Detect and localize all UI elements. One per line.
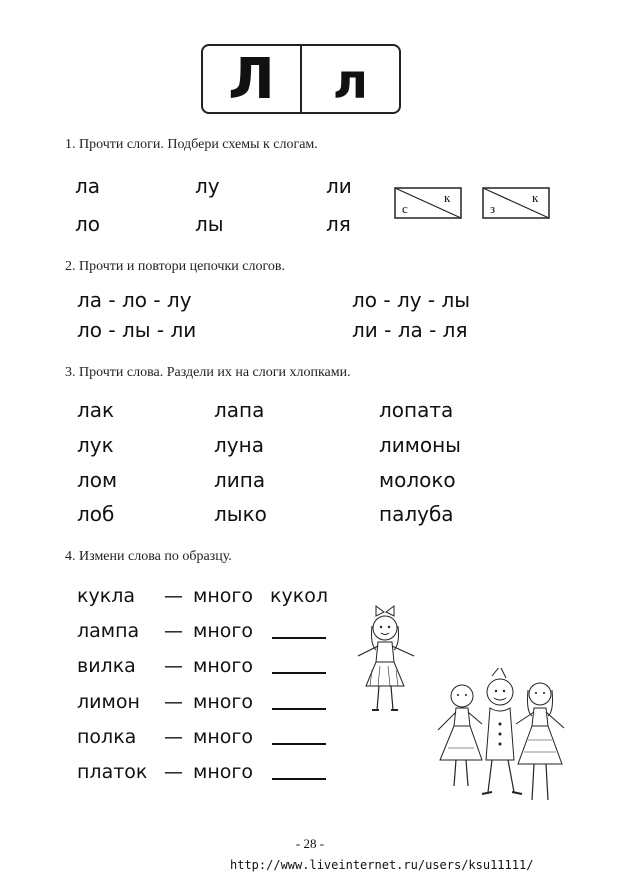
dash: — (164, 655, 183, 677)
dash: — (164, 691, 183, 713)
exercise-word: лампа (77, 620, 140, 642)
many-word: много (193, 585, 253, 607)
dash: — (164, 726, 183, 748)
scheme-right-letter: к (532, 190, 539, 205)
watermark-url: http://www.liveinternet.ru/users/ksu11111/ (230, 858, 534, 872)
syllable-chain: ло - лы - ли (77, 318, 197, 342)
example-answer: кукол (270, 585, 328, 607)
word: лом (77, 468, 118, 492)
answer-blank[interactable] (272, 637, 326, 639)
word: лапа (214, 398, 265, 422)
many-word: много (193, 620, 253, 642)
word: лак (77, 398, 115, 422)
syllable: лу (195, 174, 220, 198)
many-word: много (193, 761, 253, 783)
word: палуба (379, 502, 454, 526)
word: лук (77, 433, 114, 457)
syllable-chain: ло - лу - лы (352, 288, 471, 312)
syllable-chain: ла - ло - лу (77, 288, 192, 312)
syllable: ла (75, 174, 101, 198)
many-word: много (193, 691, 253, 713)
dash: — (164, 620, 183, 642)
many-word: много (193, 655, 253, 677)
word: лыко (214, 502, 267, 526)
page-number: - 28 - (295, 836, 325, 851)
syllable: ло (75, 212, 101, 236)
dash: — (164, 761, 183, 783)
answer-blank[interactable] (272, 743, 326, 745)
scheme-left-letter: з (490, 201, 496, 216)
answer-blank[interactable] (272, 708, 326, 710)
scheme-left-letter: с (402, 201, 408, 216)
dash: — (164, 585, 183, 607)
letter-card (201, 44, 401, 114)
task3-title: 3. Прочти слова. Раздели их на слоги хлопками. (65, 365, 351, 380)
letter-lower: л (332, 54, 369, 110)
word: лопата (379, 398, 454, 422)
exercise-word: полка (77, 726, 137, 748)
syllable-chain: ли - ла - ля (352, 318, 468, 342)
word: луна (214, 433, 264, 457)
answer-blank[interactable] (272, 778, 326, 780)
scheme-right-letter: к (444, 190, 451, 205)
dolls-group-illustration (430, 668, 570, 810)
syllable: ли (326, 174, 352, 198)
word: лимоны (379, 433, 461, 457)
syllable-scheme (482, 187, 550, 219)
exercise-word: лимон (77, 691, 140, 713)
task1-title: 1. Прочти слоги. Подбери схемы к слогам. (65, 137, 318, 152)
exercise-word: кукла (77, 585, 135, 607)
exercise-word: платок (77, 761, 148, 783)
task2-title: 2. Прочти и повтори цепочки слогов. (65, 259, 285, 274)
word: липа (214, 468, 266, 492)
letter-upper: Л (203, 46, 302, 112)
exercise-word: вилка (77, 655, 136, 677)
word: лоб (77, 502, 115, 526)
doll-illustration (350, 600, 422, 718)
syllable-scheme (394, 187, 462, 219)
syllable: лы (195, 212, 224, 236)
answer-blank[interactable] (272, 672, 326, 674)
many-word: много (193, 726, 253, 748)
syllable: ля (326, 212, 351, 236)
word: молоко (379, 468, 456, 492)
task4-title: 4. Измени слова по образцу. (65, 549, 232, 564)
